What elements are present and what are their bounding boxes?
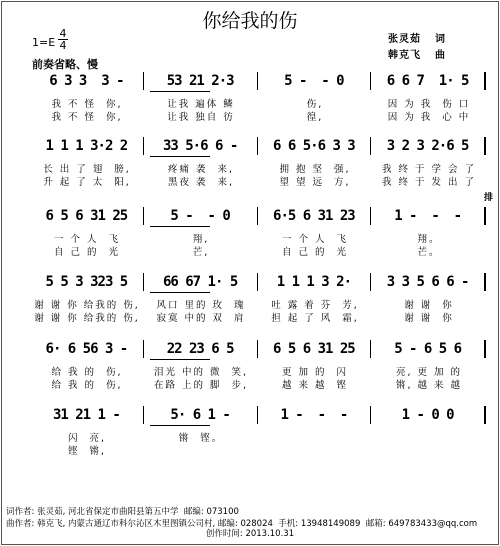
measure: 1 - 0 0 <box>371 406 486 424</box>
beam-line <box>150 91 210 92</box>
measure: 1 - - - <box>258 406 372 424</box>
notes-line <box>30 406 486 424</box>
lyric-text: 一 个 人 飞 <box>281 234 349 245</box>
composer-address: 曲作者: 韩克飞, 内蒙古通辽市科尔沁区木里图镇公司村, 邮编: 028024 手机: 13948149089 邮箱: 649783433@qq.com <box>6 519 478 529</box>
lyric-text: 望 望 远 方, <box>279 177 351 188</box>
lyric-text: 让我 遍体 鳞 <box>167 99 235 110</box>
measure: 6· 6 56 3 - <box>30 340 144 358</box>
lyric-text: 锵 铿。 <box>178 433 224 444</box>
lyric-text: 锵, 越 来 越 <box>395 380 463 391</box>
notes-line <box>30 72 486 90</box>
measure: 1 1 1 3·2 2 <box>30 137 144 155</box>
prelude-note: 前奏省略、慢 <box>32 58 98 71</box>
beam-line <box>150 359 210 360</box>
lyric-text: 翔, <box>192 234 210 245</box>
time-signature <box>58 28 68 51</box>
measure: 22 23 6 5 <box>144 340 258 358</box>
measure: 1 1 1 3 2· <box>258 273 372 291</box>
lyric-text: 升 起 了 太 阳, <box>43 177 131 188</box>
lyric-text <box>258 430 372 443</box>
lyric-text: 寂寞 中的 双 肩 <box>156 313 246 324</box>
lyric-line-1 <box>30 161 486 174</box>
composer-role: 曲 <box>435 50 446 61</box>
lyric-text: 我 终 于 学 会 了 <box>381 164 477 175</box>
lyric-text: 因 为 我 心 中 <box>387 112 471 123</box>
lyric-line-2 <box>30 244 486 257</box>
lyric-text <box>144 443 258 456</box>
lyric-line-1 <box>30 297 486 310</box>
lyric-text: 徨, <box>306 112 324 123</box>
measure: 6 5 6 31 25 <box>258 340 372 358</box>
lyric-text: 翔。 <box>417 234 441 245</box>
measure: 1 - - - <box>371 207 486 225</box>
beam-line <box>150 425 210 426</box>
lyric-text <box>372 443 486 456</box>
lyric-text: 铿 锵, <box>67 446 107 457</box>
lyric-text: 越 来 越 铿 <box>281 380 349 391</box>
measure: 3 3 5 6 6 - <box>371 273 486 291</box>
measure: 6 6 7 1· 5 <box>371 72 486 90</box>
lyric-text: 黑夜 袭 来, <box>167 177 235 188</box>
lyric-text: 泪光 中的 微 笑, <box>153 367 249 378</box>
lyric-text: 闪 亮, <box>67 433 107 444</box>
lyric-line-1 <box>30 96 486 109</box>
lyric-text: 谢 谢 你 给我的 伤, <box>34 313 140 324</box>
lyric-text: 亮, 更 加 的 <box>395 367 463 378</box>
lyric-text: 给 我 的 伤, <box>51 367 123 378</box>
lyricist-role: 词 <box>435 34 446 45</box>
lyric-text: 芒。 <box>417 247 441 258</box>
creation-date: 创作时间: 2013.10.31 <box>205 529 295 539</box>
beam-line <box>150 292 210 293</box>
measure: 6 3 3 3 - <box>30 72 144 90</box>
measure: 6 6 5·6 3 3 <box>258 137 372 155</box>
lyric-text: 我 不 怪 你, <box>51 112 123 123</box>
notes-line <box>30 207 486 225</box>
lyric-text: 谢 谢 你 <box>404 300 454 311</box>
time-signature-bottom: 4 <box>59 39 67 52</box>
measure: 5 - - 0 <box>258 72 372 90</box>
lyric-text: 吐 露 着 芬 芳, <box>271 300 359 311</box>
lyric-text: 给 我 的 伤, <box>51 380 123 391</box>
lyric-text: 谢 谢 你 <box>404 313 454 324</box>
key-signature: 1=E <box>32 36 56 49</box>
lyricist-name: 张灵茹 <box>388 34 421 45</box>
lyricist-credit <box>388 30 446 45</box>
lyric-text: 芒, <box>192 247 210 258</box>
lyric-line-2 <box>30 310 486 323</box>
lyric-text: 自 己 的 光 <box>53 247 121 258</box>
lyric-line-2 <box>30 174 486 187</box>
notes-line <box>30 273 486 291</box>
lyric-text: 因 为 我 伤 口 <box>387 99 471 110</box>
lyric-text: 我 不 怪 你, <box>51 99 123 110</box>
lyric-line-1 <box>30 231 486 244</box>
lyric-text: 在路 上的 脚 步, <box>153 380 249 391</box>
lyric-text: 长 出 了 翅 膀, <box>43 164 131 175</box>
composer-name: 韩克飞 <box>388 50 421 61</box>
lyric-text <box>258 443 372 456</box>
lyric-text: 伤, <box>306 99 324 110</box>
lyric-text: 让我 独自 彷 <box>167 112 235 123</box>
lyricist-address: 词作者: 张灵茹, 河北省保定市曲阳县第五中学 邮编: 073100 <box>6 507 239 517</box>
lyric-text <box>372 430 486 443</box>
lyric-text: 谢 谢 你 给我的 伤, <box>34 300 140 311</box>
lyric-text: 风口 里的 玫 瑰 <box>156 300 246 311</box>
measure: 33 5·6 6 - <box>144 137 258 155</box>
song-title: 你给我的伤 <box>202 10 298 32</box>
measure: 53 21 2·3 <box>144 72 258 90</box>
notes-line <box>30 340 486 358</box>
measure: 3 2 3 2·6 5 <box>371 137 486 155</box>
lyric-line-2 <box>30 109 486 122</box>
measure: 66 67 1· 5 <box>144 273 258 291</box>
measure: 5· 6 1 - <box>144 406 258 424</box>
composer-credit <box>388 46 446 61</box>
lyric-line-1 <box>30 364 486 377</box>
lyric-line-2 <box>30 443 486 456</box>
lyric-text: 拥 抱 坚 强, <box>279 164 351 175</box>
lyric-line-1 <box>30 430 486 443</box>
time-signature-top: 4 <box>59 27 67 40</box>
measure: 5 - - 0 <box>144 207 258 225</box>
lyric-text: 更 加 的 闪 <box>281 367 349 378</box>
measure: 6 5 6 31 25 <box>30 207 144 225</box>
measure: 5 - 6 5 6 <box>371 340 486 358</box>
notes-line <box>30 137 486 155</box>
measure: 6·5 6 31 23 <box>258 207 372 225</box>
lyric-text: 担 起 了 风 霜, <box>271 313 359 324</box>
beam-line <box>150 156 210 157</box>
measure: 5 5 3 323 5 <box>30 273 144 291</box>
lyric-line-2 <box>30 377 486 390</box>
lyric-text: 我 终 于 发 出 了 <box>381 177 477 188</box>
lyric-text: 一 个 人 飞 <box>53 234 121 245</box>
lyric-text: 自 己 的 光 <box>281 247 349 258</box>
measure: 31 21 1 - <box>30 406 144 424</box>
beam-line <box>150 226 210 227</box>
side-mark: 排 <box>484 193 494 203</box>
lyric-text: 疼痛 袭 来, <box>167 164 235 175</box>
